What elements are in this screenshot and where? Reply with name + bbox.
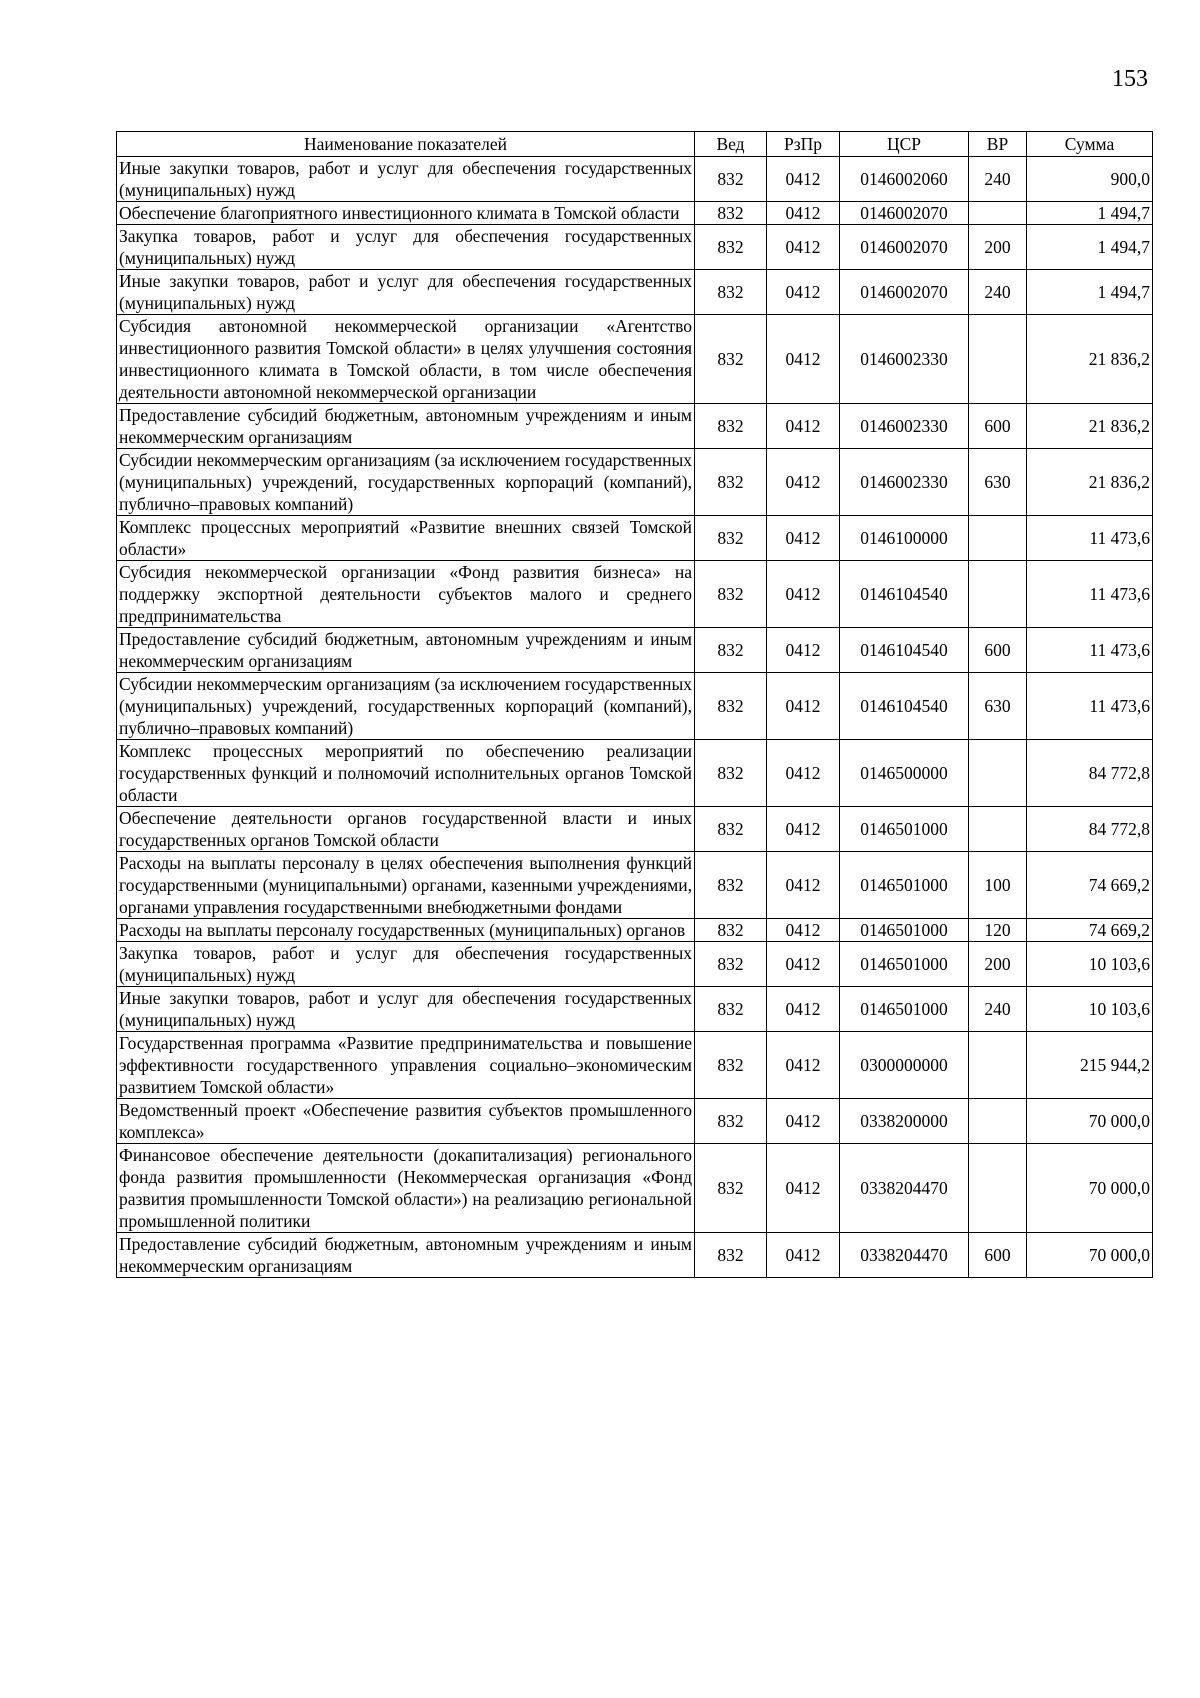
table-row (117, 449, 1153, 516)
cell-sum: 70 000,0 (1027, 1099, 1153, 1144)
cell-name: Государственная программа «Развитие предпринимательства и повышение эффективности государственного управления социально–экономическим развитием Томской области» (117, 1032, 695, 1099)
cell-sum: 70 000,0 (1027, 1233, 1153, 1278)
cell-sum: 84 772,8 (1027, 807, 1153, 852)
cell-rzpr: 0412 (767, 225, 840, 270)
cell-rzpr: 0412 (767, 404, 840, 449)
cell-csr: 0146500000 (840, 740, 969, 807)
cell-sum: 21 836,2 (1027, 449, 1153, 516)
cell-ved: 832 (695, 987, 767, 1032)
cell-csr: 0146501000 (840, 919, 969, 942)
cell-rzpr: 0412 (767, 561, 840, 628)
budget-table (116, 131, 1153, 1278)
header-name: Наименование показателей (117, 132, 695, 157)
cell-name: Закупка товаров, работ и услуг для обеспечения государственных (муниципальных) нужд (117, 225, 695, 270)
cell-vr: 630 (969, 673, 1027, 740)
cell-csr: 0146002070 (840, 225, 969, 270)
cell-ved: 832 (695, 942, 767, 987)
cell-sum: 21 836,2 (1027, 404, 1153, 449)
cell-rzpr: 0412 (767, 673, 840, 740)
cell-rzpr: 0412 (767, 942, 840, 987)
cell-vr: 630 (969, 449, 1027, 516)
cell-csr: 0338204470 (840, 1144, 969, 1233)
cell-rzpr: 0412 (767, 157, 840, 202)
cell-sum: 10 103,6 (1027, 942, 1153, 987)
cell-vr: 200 (969, 225, 1027, 270)
cell-name: Обеспечение деятельности органов государственной власти и иных государственных органов Томской области (117, 807, 695, 852)
cell-csr: 0146002070 (840, 202, 969, 225)
cell-sum: 74 669,2 (1027, 919, 1153, 942)
cell-ved: 832 (695, 561, 767, 628)
page-number: 153 (1112, 66, 1148, 92)
cell-csr: 0146501000 (840, 852, 969, 919)
cell-sum: 21 836,2 (1027, 315, 1153, 404)
cell-name: Субсидии некоммерческим организациям (за исключением государственных (муниципальных) учреждений, государственных корпораций (компаний), публично–правовых компаний) (117, 673, 695, 740)
cell-rzpr: 0412 (767, 807, 840, 852)
table-row (117, 1032, 1153, 1099)
cell-name: Субсидии некоммерческим организациям (за исключением государственных (муниципальных) учреждений, государственных корпораций (компаний), публично–правовых компаний) (117, 449, 695, 516)
cell-csr: 0146104540 (840, 673, 969, 740)
table-row (117, 919, 1153, 942)
header-ved: Вед (695, 132, 767, 157)
cell-ved: 832 (695, 740, 767, 807)
cell-name: Субсидия некоммерческой организации «Фонд развития бизнеса» на поддержку экспортной деятельности субъектов малого и среднего предпринимательства (117, 561, 695, 628)
cell-csr: 0146501000 (840, 942, 969, 987)
cell-csr: 0146002330 (840, 315, 969, 404)
cell-sum: 11 473,6 (1027, 561, 1153, 628)
cell-name: Комплекс процессных мероприятий по обеспечению реализации государственных функций и полномочий исполнительных органов Томской области (117, 740, 695, 807)
cell-name: Субсидия автономной некоммерческой организации «Агентство инвестиционного развития Томской области» в целях улучшения состояния инвестиционного климата в Томской области, в том числе обеспечения деятельности автономной некоммерческой организации (117, 315, 695, 404)
cell-ved: 832 (695, 404, 767, 449)
header-vr: ВР (969, 132, 1027, 157)
cell-rzpr: 0412 (767, 852, 840, 919)
cell-ved: 832 (695, 852, 767, 919)
cell-csr: 0146104540 (840, 628, 969, 673)
cell-name: Иные закупки товаров, работ и услуг для обеспечения государственных (муниципальных) нужд (117, 157, 695, 202)
header-csr: ЦСР (840, 132, 969, 157)
cell-vr (969, 315, 1027, 404)
cell-rzpr: 0412 (767, 919, 840, 942)
cell-csr: 0146501000 (840, 807, 969, 852)
cell-sum: 1 494,7 (1027, 225, 1153, 270)
cell-rzpr: 0412 (767, 202, 840, 225)
cell-rzpr: 0412 (767, 740, 840, 807)
cell-vr: 200 (969, 942, 1027, 987)
cell-vr (969, 1032, 1027, 1099)
cell-csr: 0146100000 (840, 516, 969, 561)
cell-name: Предоставление субсидий бюджетным, автономным учреждениям и иным некоммерческим организациям (117, 404, 695, 449)
cell-ved: 832 (695, 270, 767, 315)
cell-csr: 0338204470 (840, 1233, 969, 1278)
cell-name: Предоставление субсидий бюджетным, автономным учреждениям и иным некоммерческим организациям (117, 1233, 695, 1278)
table-row (117, 740, 1153, 807)
cell-name: Закупка товаров, работ и услуг для обеспечения государственных (муниципальных) нужд (117, 942, 695, 987)
cell-rzpr: 0412 (767, 628, 840, 673)
cell-vr (969, 740, 1027, 807)
cell-csr: 0338200000 (840, 1099, 969, 1144)
cell-sum: 215 944,2 (1027, 1032, 1153, 1099)
cell-vr: 100 (969, 852, 1027, 919)
cell-sum: 1 494,7 (1027, 270, 1153, 315)
table-row (117, 987, 1153, 1032)
cell-name: Обеспечение благоприятного инвестиционного климата в Томской области (117, 202, 695, 225)
table-row (117, 225, 1153, 270)
cell-csr: 0146104540 (840, 561, 969, 628)
table-row (117, 404, 1153, 449)
cell-rzpr: 0412 (767, 1032, 840, 1099)
cell-rzpr: 0412 (767, 270, 840, 315)
cell-vr (969, 202, 1027, 225)
cell-vr: 600 (969, 404, 1027, 449)
cell-vr (969, 516, 1027, 561)
cell-name: Иные закупки товаров, работ и услуг для обеспечения государственных (муниципальных) нужд (117, 270, 695, 315)
cell-rzpr: 0412 (767, 449, 840, 516)
cell-rzpr: 0412 (767, 1144, 840, 1233)
cell-ved: 832 (695, 315, 767, 404)
cell-name: Расходы на выплаты персоналу государственных (муниципальных) органов (117, 919, 695, 942)
cell-vr: 120 (969, 919, 1027, 942)
cell-rzpr: 0412 (767, 1233, 840, 1278)
cell-csr: 0146002330 (840, 404, 969, 449)
cell-ved: 832 (695, 1032, 767, 1099)
cell-ved: 832 (695, 1099, 767, 1144)
cell-rzpr: 0412 (767, 987, 840, 1032)
table-header-row (117, 132, 1153, 157)
header-sum: Сумма (1027, 132, 1153, 157)
table-row (117, 202, 1153, 225)
cell-name: Ведомственный проект «Обеспечение развития субъектов промышленного комплекса» (117, 1099, 695, 1144)
table-row (117, 628, 1153, 673)
table-row (117, 807, 1153, 852)
cell-sum: 11 473,6 (1027, 628, 1153, 673)
cell-rzpr: 0412 (767, 516, 840, 561)
cell-ved: 832 (695, 807, 767, 852)
cell-ved: 832 (695, 1233, 767, 1278)
table-row (117, 942, 1153, 987)
cell-ved: 832 (695, 673, 767, 740)
cell-ved: 832 (695, 516, 767, 561)
cell-name: Предоставление субсидий бюджетным, автономным учреждениям и иным некоммерческим организациям (117, 628, 695, 673)
cell-vr (969, 561, 1027, 628)
cell-vr: 240 (969, 270, 1027, 315)
cell-sum: 70 000,0 (1027, 1144, 1153, 1233)
cell-vr: 240 (969, 987, 1027, 1032)
table-row (117, 315, 1153, 404)
cell-csr: 0146002060 (840, 157, 969, 202)
table-body (117, 157, 1153, 1278)
cell-sum: 11 473,6 (1027, 516, 1153, 561)
cell-ved: 832 (695, 628, 767, 673)
table-row (117, 1233, 1153, 1278)
cell-sum: 74 669,2 (1027, 852, 1153, 919)
cell-csr: 0300000000 (840, 1032, 969, 1099)
cell-vr: 600 (969, 1233, 1027, 1278)
table-row (117, 1099, 1153, 1144)
cell-name: Расходы на выплаты персоналу в целях обеспечения выполнения функций государственными (муниципальными) органами, казенными учреждениями, органами управления государственными внебюджетными фондами (117, 852, 695, 919)
cell-csr: 0146002070 (840, 270, 969, 315)
cell-name: Иные закупки товаров, работ и услуг для обеспечения государственных (муниципальных) нужд (117, 987, 695, 1032)
cell-vr: 240 (969, 157, 1027, 202)
cell-sum: 900,0 (1027, 157, 1153, 202)
cell-ved: 832 (695, 919, 767, 942)
table-row (117, 673, 1153, 740)
table-row (117, 561, 1153, 628)
cell-csr: 0146002330 (840, 449, 969, 516)
cell-name: Финансовое обеспечение деятельности (докапитализация) регионального фонда развития промышленности (Некоммерческая организация «Фонд развития промышленности Томской области») на реализацию региональной промышленной политики (117, 1144, 695, 1233)
cell-ved: 832 (695, 202, 767, 225)
cell-rzpr: 0412 (767, 315, 840, 404)
cell-rzpr: 0412 (767, 1099, 840, 1144)
cell-csr: 0146501000 (840, 987, 969, 1032)
cell-sum: 1 494,7 (1027, 202, 1153, 225)
cell-vr (969, 807, 1027, 852)
cell-name: Комплекс процессных мероприятий «Развитие внешних связей Томской области» (117, 516, 695, 561)
header-rzpr: РзПр (767, 132, 840, 157)
cell-ved: 832 (695, 1144, 767, 1233)
cell-sum: 84 772,8 (1027, 740, 1153, 807)
table-row (117, 852, 1153, 919)
table-row (117, 157, 1153, 202)
cell-sum: 10 103,6 (1027, 987, 1153, 1032)
table-row (117, 270, 1153, 315)
cell-ved: 832 (695, 449, 767, 516)
cell-ved: 832 (695, 225, 767, 270)
table-row (117, 1144, 1153, 1233)
table-row (117, 516, 1153, 561)
cell-ved: 832 (695, 157, 767, 202)
cell-vr (969, 1099, 1027, 1144)
cell-vr (969, 1144, 1027, 1233)
cell-vr: 600 (969, 628, 1027, 673)
cell-sum: 11 473,6 (1027, 673, 1153, 740)
